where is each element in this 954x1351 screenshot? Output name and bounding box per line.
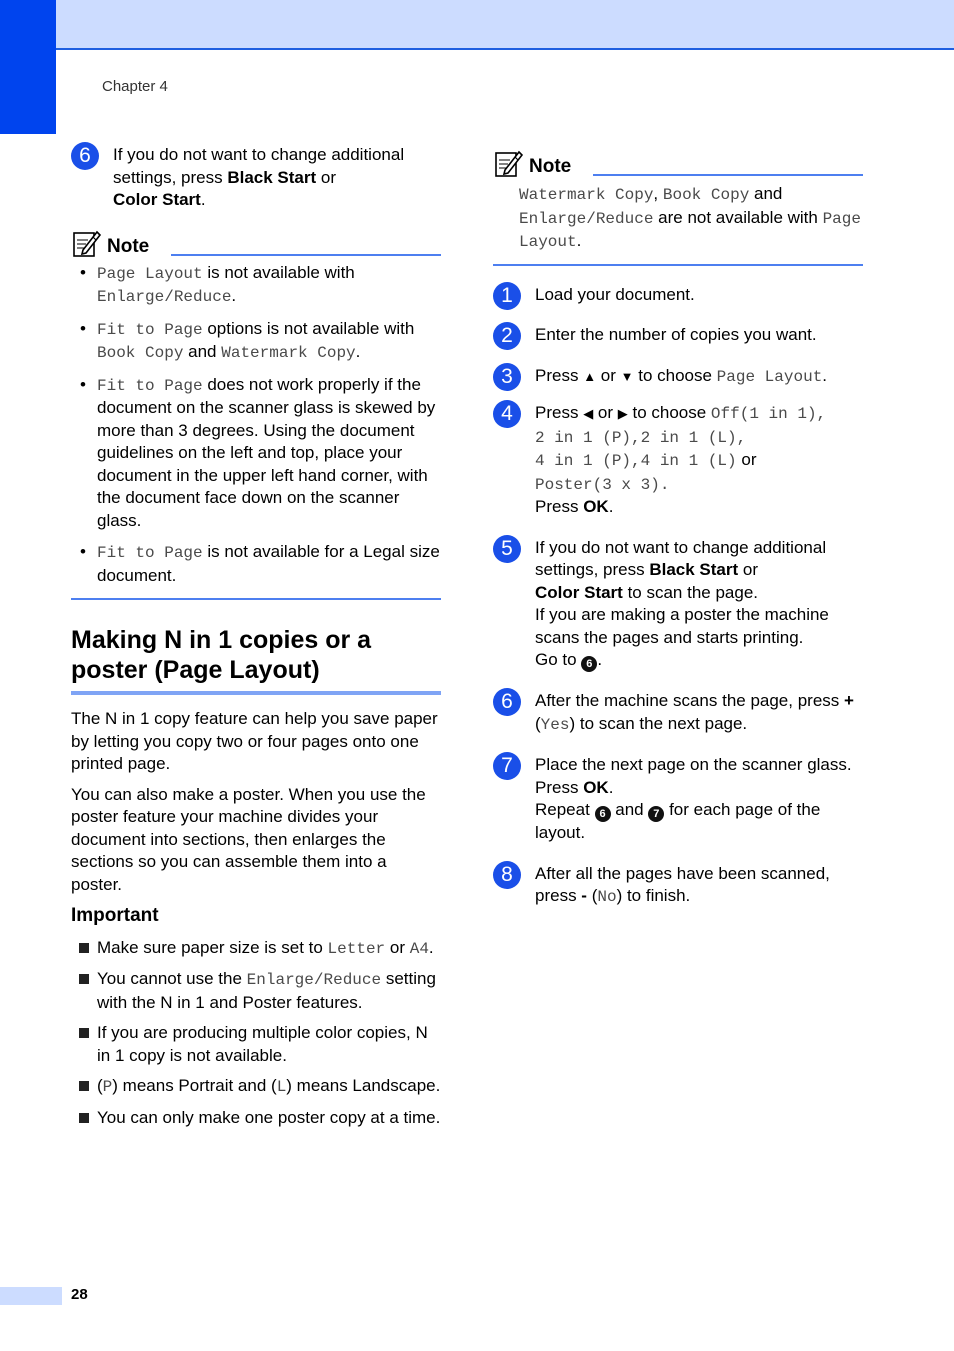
text: Enlarge/Reduce [246,971,382,989]
text: Press [535,365,584,385]
text: . [608,497,614,516]
note-rule [593,174,863,176]
text: Watermark Copy [221,344,356,362]
page-number: 28 [71,1286,88,1303]
text: . [231,286,237,305]
black-start-key: Black Start [227,167,317,187]
list-item [71,541,441,587]
step-1 [493,284,863,307]
step-number: 4 [493,400,521,428]
note-pencil-icon [493,148,523,178]
text: Repeat [535,800,595,819]
step-6-left [71,144,441,212]
important-heading: Important [71,905,159,926]
step-2 [493,324,863,347]
note-title: Note [107,235,150,257]
note-header [493,148,863,178]
up-arrow-icon: ▲ [583,368,597,384]
text: Enlarge/Reduce [97,288,232,306]
left-arrow-icon: ◀ [583,406,594,421]
step-text: Enter the number of copies you want. [535,325,817,344]
text: Poster(3 x 3). [535,475,670,494]
note-title: Note [529,156,572,177]
step-7 [493,754,863,845]
step-8 [493,863,863,909]
text: Go to [535,650,582,669]
text: is not available with [202,262,355,282]
text: . [608,777,614,797]
important-list [71,937,441,1130]
text: and [749,184,783,203]
text: ) means Portrait and ( [112,1076,277,1095]
ok-key: OK [583,497,609,516]
text: Book Copy [97,344,184,362]
step-5 [493,537,863,673]
step-number: 1 [493,282,521,310]
step-number: 3 [493,363,521,391]
intro-paragraph-2: You can also make a poster. When you use the poster feature your machine divides your document into sections, then enlarges the sections so you can assemble them into a poster. [71,784,426,894]
text: or [385,937,410,957]
text: to choose [633,365,717,385]
note-box-right [493,148,863,266]
text: ( [586,886,598,905]
chapter-tab [0,0,56,134]
text: Yes [540,715,570,734]
minus-key: - [581,886,587,905]
step-6-right [493,690,863,736]
text: If you are producing multiple color copies, N in 1 copy is not available. [97,1023,428,1065]
text: is not available for a Legal size document. [97,542,440,585]
text: or [596,365,621,385]
section-title-line2: poster (Page Layout) [71,656,320,684]
step-number: 6 [71,142,99,170]
text: Fit to Page [97,544,203,562]
footer-band [0,1287,62,1305]
text: P [102,1078,113,1096]
list-item [71,1022,441,1067]
chapter-label: Chapter 4 [102,78,168,95]
text: Watermark Copy [519,186,654,204]
text: After all the pages have been scanned, press [535,863,830,905]
text: . [597,650,603,669]
color-start-key: Color Start [535,582,623,602]
text: does not work properly if the document on the scanner glass is skewed by more than 3 degrees. Using the document guidelines on the left and top, place your document in the upper left hand corner, with the document face down on the scanner glass. [97,374,436,530]
text: Off(1 in 1), [710,405,827,423]
down-arrow-icon: ▼ [620,368,634,384]
text: to choose [627,403,711,422]
text: No [597,888,617,906]
ok-key: OK [583,777,609,797]
text: ) to finish. [616,886,691,905]
note-text [493,183,863,254]
list-item [71,937,441,961]
text: After the machine scans the page, press [535,691,845,710]
text: . [576,231,582,250]
text: . [355,342,361,361]
text: ) means Landscape. [286,1076,441,1095]
step-number: 7 [493,752,521,780]
step-text [535,863,863,909]
note-end-rule [493,264,863,266]
step-4 [493,402,863,519]
note-list [71,262,441,588]
right-column [493,148,863,909]
color-start-key: Color Start [113,190,201,209]
right-arrow-icon: ▶ [617,406,628,421]
list-item [71,968,441,1014]
step-number: 5 [493,535,521,563]
text: ( [97,1076,103,1095]
step-text [535,537,863,673]
text: , [653,184,663,203]
text: to scan the page. [622,582,758,602]
text: for each page of the layout. [535,800,821,842]
step-text [535,365,863,389]
section-title-line1: Making N in 1 copies or a [71,626,372,654]
text: 2 in 1 (P),2 in 1 (L), [535,428,747,447]
text: or [593,403,618,422]
text: Fit to Page [97,376,203,395]
text: Book Copy [662,186,750,204]
section-heading [71,625,441,695]
text: Place the next page on the scanner glass. [535,755,852,774]
text: . [428,937,434,957]
text: or [738,560,758,579]
left-column [71,144,441,1129]
text: L [276,1078,287,1096]
text: Page Layout [519,209,861,251]
text: Page Layout [97,264,203,283]
text: ( [535,713,541,733]
step-reference: 7 [648,806,664,822]
text: Press [535,497,584,516]
list-item [71,318,441,365]
note-header [71,228,441,258]
text: Letter [327,939,386,958]
step-text [535,402,863,519]
note-box-left [71,228,441,601]
list-item [71,1107,441,1130]
text: You can only make one poster copy at a time. [97,1107,441,1127]
text: Make sure paper size is set to [97,937,328,957]
text: options is not available with [202,318,415,338]
text: or [736,450,757,469]
step-reference: 6 [581,656,597,672]
text: setting with the N in 1 and Poster features. [97,969,436,1012]
list-item [71,374,441,533]
text: If you do not want to change additional settings, press [535,537,827,579]
step-text [535,754,863,845]
step-number: 2 [493,322,521,350]
text: Press [535,777,584,797]
text: You cannot use the [97,969,247,988]
text: or [316,167,336,187]
section-rule [71,691,441,695]
text: If you do not want to change additional settings, press [113,145,405,187]
text: Page Layout [716,367,823,386]
step-3 [493,365,863,389]
text: . [200,190,206,209]
step-number: 8 [493,861,521,889]
text: Enlarge/Reduce [519,209,654,228]
note-rule [171,254,441,256]
black-start-key: Black Start [649,560,739,579]
text: and [183,342,222,361]
text: Fit to Page [97,320,203,339]
text: and [610,800,649,819]
text: If you are making a poster the machine scans the pages and starts printing. [535,605,829,647]
intro-paragraph-1: The N in 1 copy feature can help you save paper by letting you copy two or four pages onto one printed page. [71,709,438,773]
note-pencil-icon [71,228,101,258]
header-band [0,0,954,50]
step-reference: 6 [595,806,611,822]
text: Press [535,403,584,422]
list-item [71,1075,441,1099]
text: 4 in 1 (P),4 in 1 (L) [535,452,737,470]
text: are not available with [653,207,823,227]
text: ) to scan the next page. [569,713,748,733]
step-text: Load your document. [535,284,695,304]
note-end-rule [71,598,441,600]
text: A4 [409,939,429,958]
plus-key: + [844,691,854,710]
step-text [113,144,441,212]
step-text [535,690,863,736]
step-number: 6 [493,688,521,716]
list-item [71,262,441,309]
text: . [822,365,828,385]
